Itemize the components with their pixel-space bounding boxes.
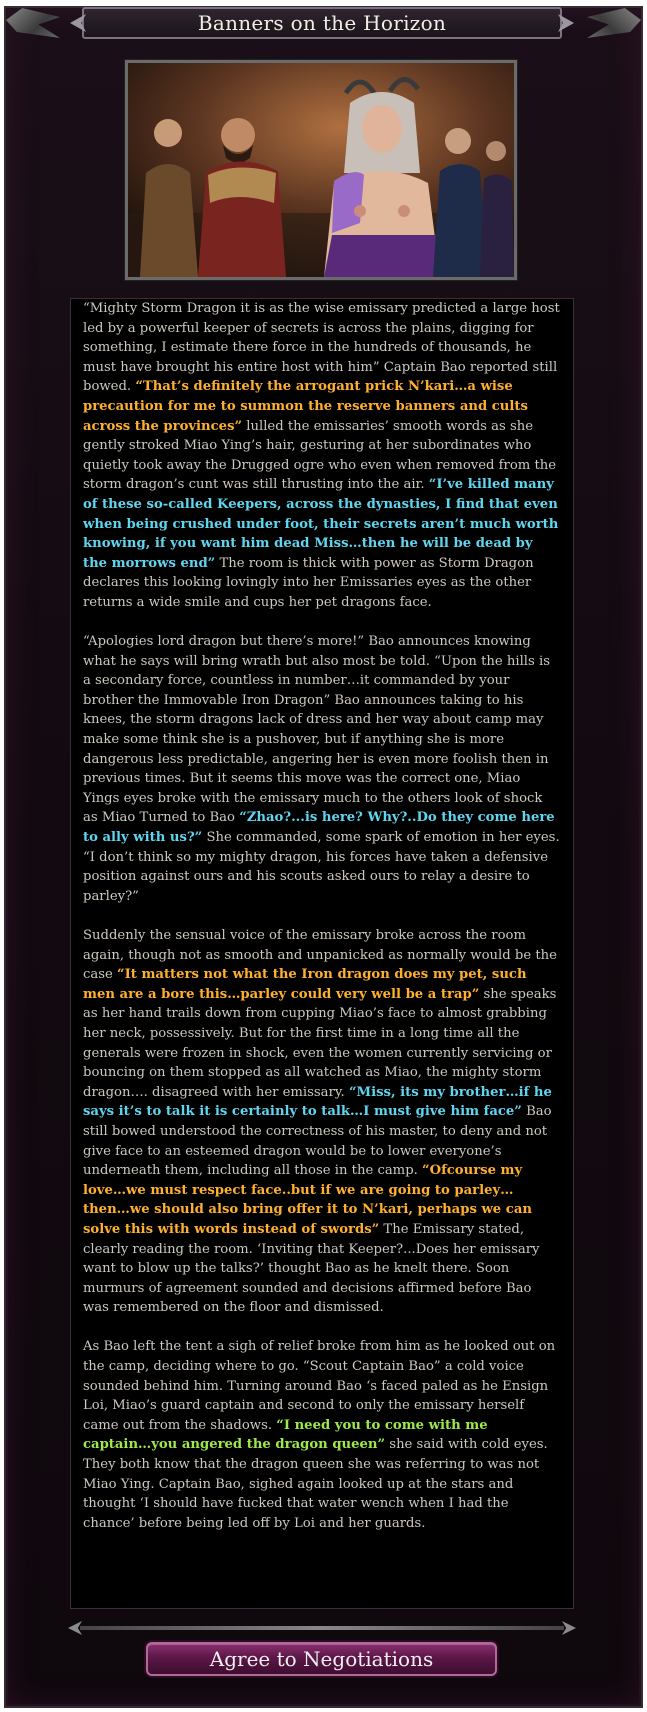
narration-text: “Apologies lord dragon but there’s more!” Bao announces knowing what he says will bring wrath but also most be told. “Upon the hills is a secondary force, countless in number…it commanded by your brother the Immovable Iron Dragon” Bao announces taking to his knees, the storm dragons lack of dress and her way about camp may make some think she is a pushover, but if anything she is more dangerous less predictable, angering her is even more foolish then in previous times. But it seems this move was the correct one, Miao Yings eyes broke with the emissary much to the others look of shock as Miao Turned to Bao — [83, 634, 550, 826]
emissary-dialogue: “Ofcourse my love…we must respect face..but if we are going to parley…then…we should also bring offer it to N’kari, perhaps we can solve this with words instead of swords” — [83, 1163, 532, 1237]
agree-to-negotiations-button[interactable] — [146, 1642, 497, 1676]
narration-text: The room is thick with power as Storm Dragon declares this looking lovingly into her Emissaries eyes as the other returns a wide smile and cups her pet dragons face. — [83, 555, 534, 610]
miao-dialogue: “I’ve killed many of these so-called Keepers, across the dynasties, I find that even when being crushed under foot, their secrets aren’t much worth knowing, if you want him dead Miss…then he will be dead by the morrows end” — [83, 477, 559, 571]
narration-text: She commanded, some spark of emotion in her eyes. “I don’t think so my mighty dragon, his forces have taken a defensive position against ours and his scouts asked ours to relay a desire to parley?” — [83, 830, 560, 904]
narration-text: As Bao left the tent a sigh of relief broke from him as he looked out on the camp, deciding where to go. “Scout Captain Bao” a cold voice sounded behind him. Turning around Bao ‘s faced paled as he Ensign Loi, Miao’s guard captain and second to only the emissary herself came out from the shadows. — [83, 1339, 556, 1433]
loi-dialogue: “I need you to come with me captain…you angered the dragon queen” — [83, 1417, 488, 1453]
miao-dialogue: “Miss, its my brother…if he says it’s to talk it is certainly to talk…I must give him face” — [83, 1084, 552, 1120]
narration-text: Suddenly the sensual voice of the emissary broke across the room again, though not as smooth and unpanicked as normally would be the case — [83, 928, 557, 983]
narration-text: The Emissary stated, clearly reading the room. ‘Inviting that Keeper?...Does her emissary want to blow up the talks?’ thought Bao as he knelt there. Soon murmurs of agreement sounded and decisions affirmed before Bao was remembered on the floor and dismissed. — [83, 1221, 540, 1316]
emissary-dialogue: “It matters not what the Iron dragon does my pet, such men are a bore this…parley could very well be a trap” — [83, 967, 527, 1002]
agree-to-negotiations-label: Agree to Negotiations — [209, 1647, 434, 1671]
narration-text: Bao still bowed understood the correctness of his master, to deny and not give face to an esteemed dragon would be to lower everyone’s underneath them, including all those in the camp. — [83, 1104, 552, 1179]
narration-text: she speaks as her hand trails down from cupping Miao’s face to almost grabbing her neck, possessively. But for the first time in a long time all the generals were frozen in shock, even the women currently servicing or bouncing on them stopped as all watched as Miao, the mighty storm dragon…. disagreed with her emissary. — [83, 986, 557, 1100]
event-title-bar — [82, 7, 562, 39]
story-paragraph — [83, 299, 560, 613]
event-description — [83, 299, 560, 1533]
event-title: Banners on the Horizon — [197, 11, 447, 35]
miao-dialogue: “Zhao?...is here? Why?..Do they come here to ally with us?” — [83, 810, 555, 846]
narration-text: lulled the emissaries’ smooth words as she gently stroked Miao Ying’s hair, gesturing at her subordinates who quietly took away the Drugged ogre who even when removed from the storm dragon’s cunt was still thrusting into the air. — [83, 418, 557, 493]
corner-ornament-icon — [6, 8, 60, 38]
event-illustration-art — [128, 63, 514, 277]
emissary-dialogue: “That’s definitely the arrogant prick N’kari…a wise precaution for me to summon the reserve banners and cults across the provinces” — [83, 379, 528, 434]
narration-text: “Mighty Storm Dragon it is as the wise emissary predicted a large host led by a powerful keeper of secrets is across the plains, digging for something, I estimate there force in the hundreds of thousands, he must have brought his entire host with him” Captain Bao reported still bowed. — [83, 301, 560, 395]
story-paragraph — [83, 1337, 560, 1533]
story-paragraph — [83, 632, 560, 906]
event-illustration — [125, 60, 517, 280]
event-description-panel — [70, 298, 574, 1609]
narration-text: she said with cold eyes. They both know that the dragon queen she was referring to was not Miao Ying. Captain Bao, sighed again looked up at the stars and thought ‘I should have fucked that water wench when I had the chance’ before being led off by Loi and her guards. — [83, 1437, 548, 1531]
footer-divider — [80, 1626, 564, 1630]
story-paragraph — [83, 926, 560, 1318]
corner-ornament-icon — [587, 8, 641, 38]
